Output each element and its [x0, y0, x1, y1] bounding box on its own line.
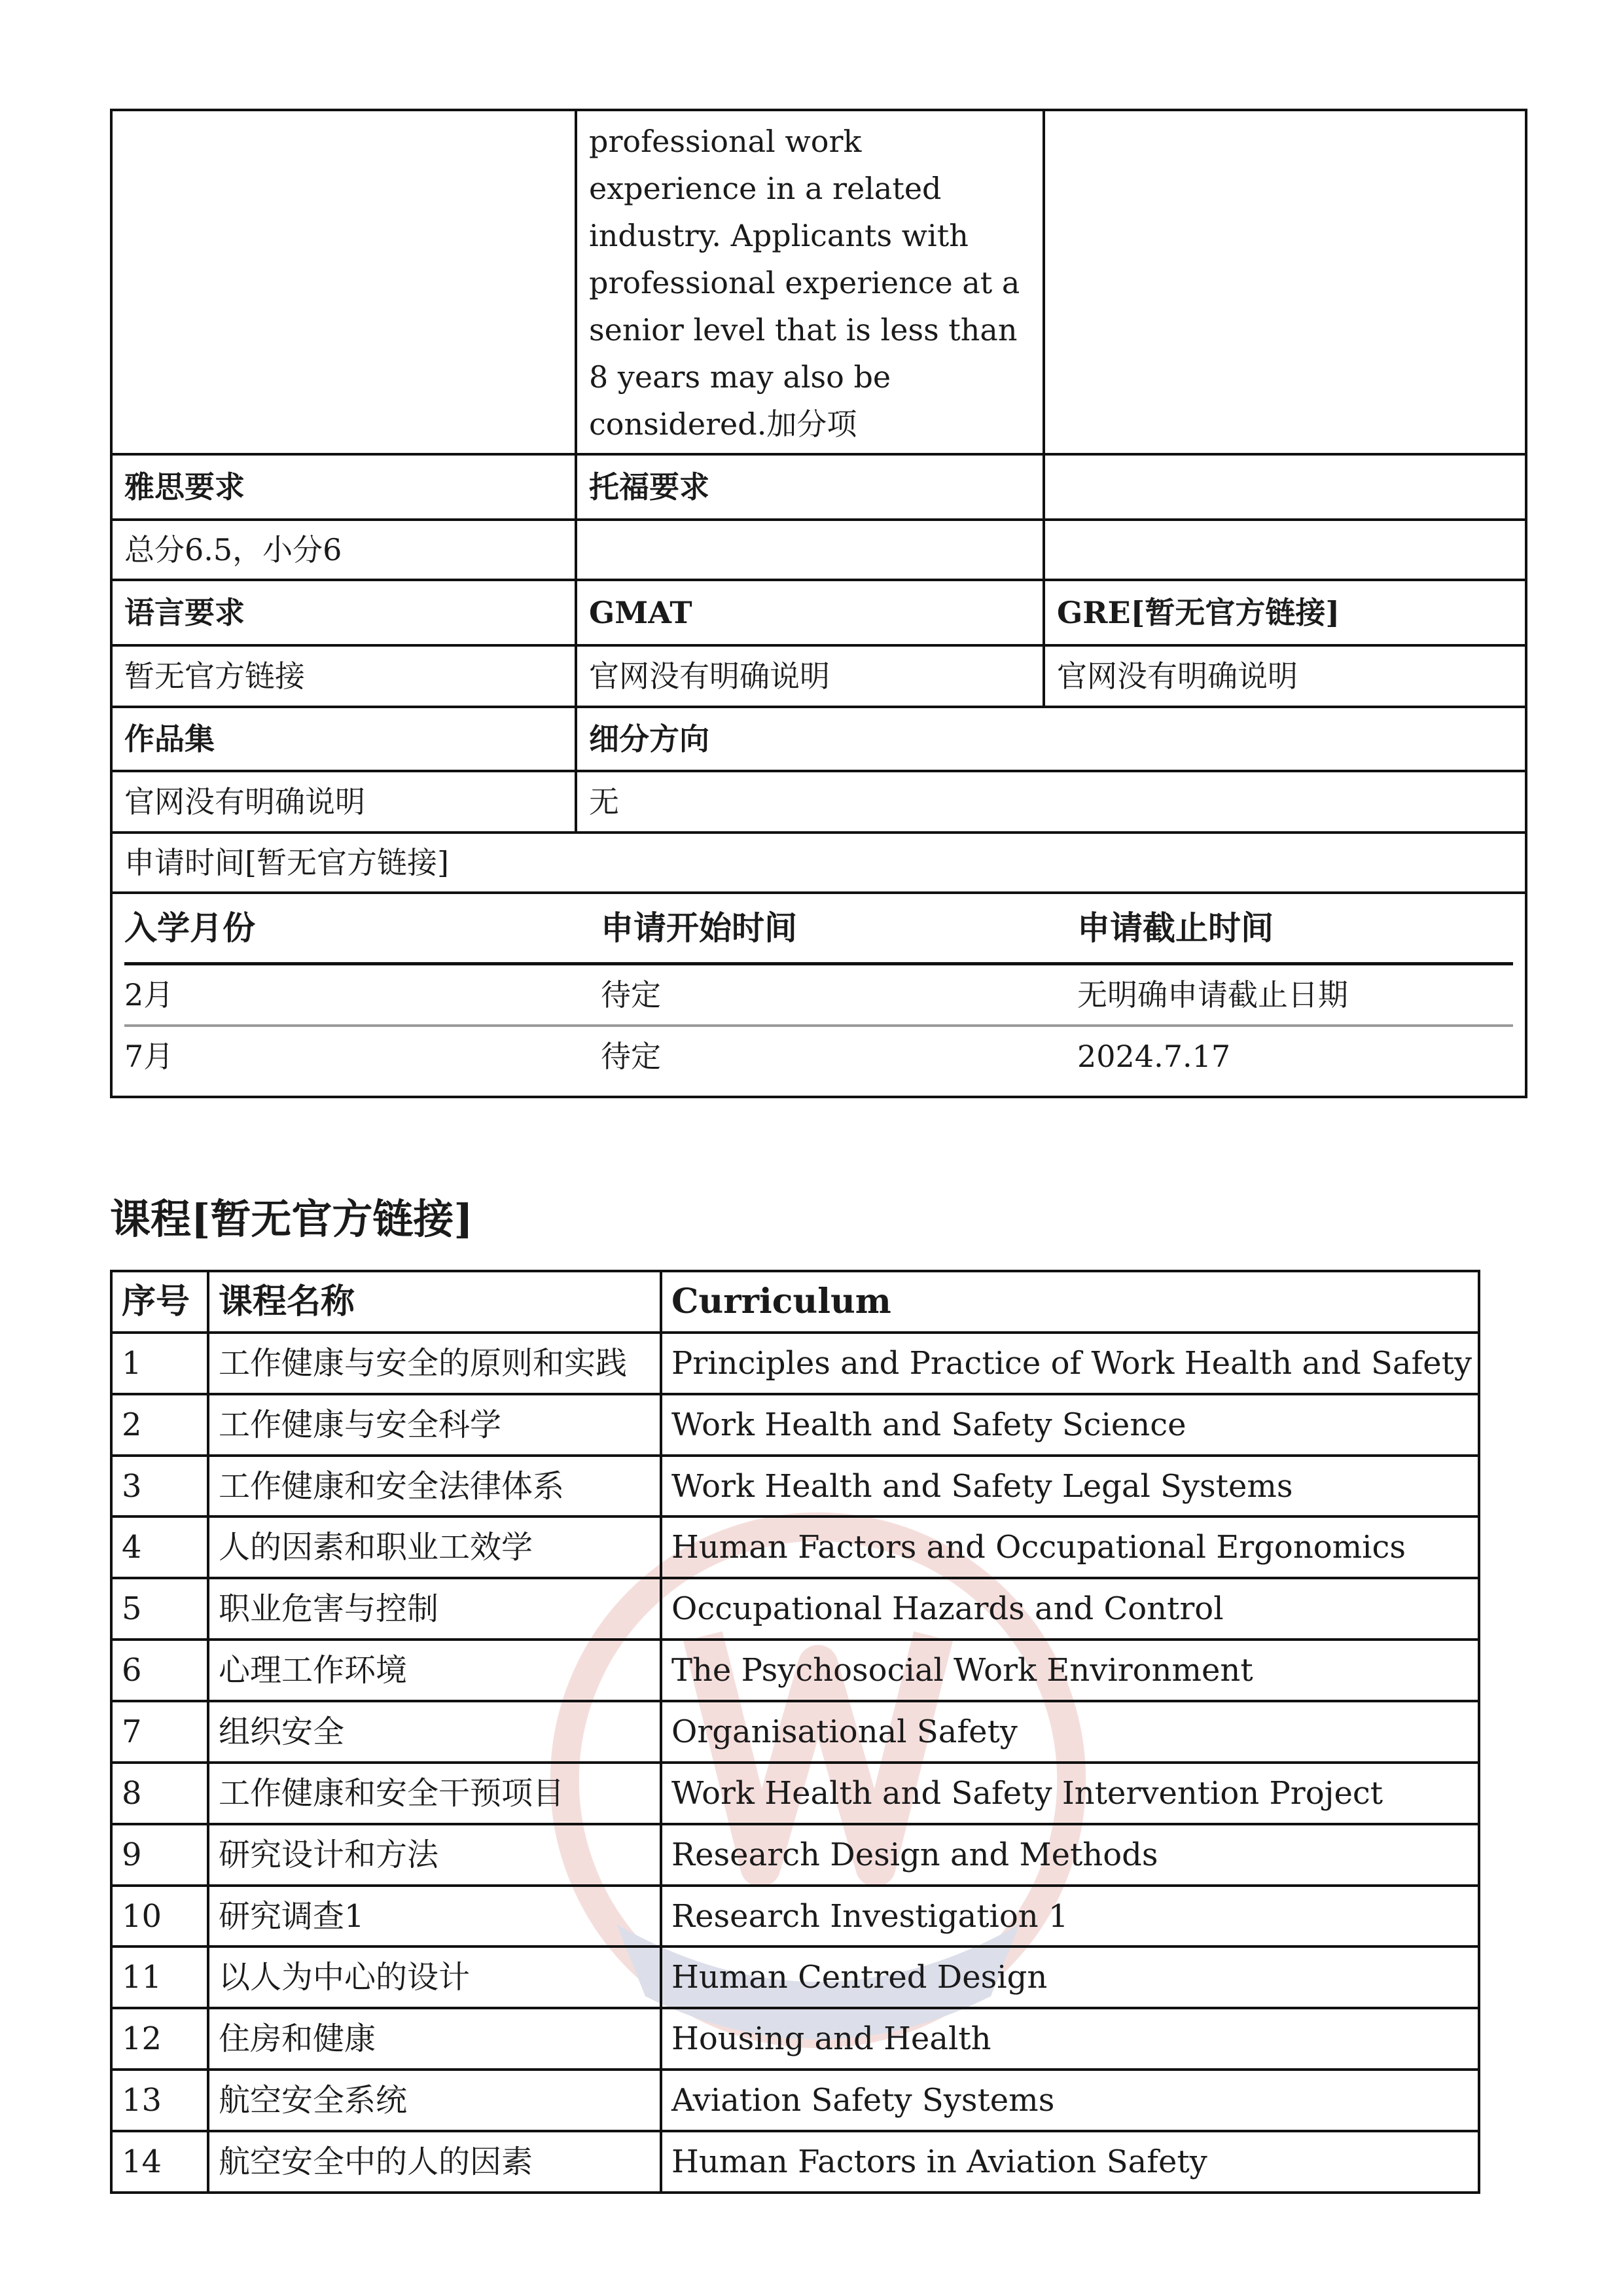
deadline-header: 申请截止时间 [1077, 894, 1513, 964]
course-name-en: Human Factors in Aviation Safety [661, 2131, 1479, 2193]
portfolio-label: 作品集 [111, 707, 576, 771]
course-index: 13 [111, 2070, 208, 2131]
course-name-cn: 工作健康与安全科学 [208, 1394, 661, 1456]
course-name-cn: 住房和健康 [208, 2008, 661, 2070]
intake-month: 2月 [124, 964, 601, 1026]
course-name-en: Organisational Safety [661, 1701, 1479, 1763]
language-value: 暂无官方链接 [111, 645, 576, 707]
application-time-cell [111, 833, 1526, 1097]
ielts-label: 雅思要求 [111, 454, 576, 520]
course-name-cn: 航空安全系统 [208, 2070, 661, 2131]
course-name-en: Aviation Safety Systems [661, 2070, 1479, 2131]
dates-row [124, 1026, 1513, 1086]
experience-text: professional work experience in a related industry. Applicants with professional experience at a senior level that is less than 8 years may also be considered.加分项 [576, 110, 1044, 454]
table-row [111, 1946, 1479, 2008]
dates-header-row [124, 894, 1513, 964]
course-name-en: Research Design and Methods [661, 1824, 1479, 1886]
start-time: 待定 [601, 1039, 661, 1074]
course-name-en: Human Factors and Occupational Ergonomics [661, 1516, 1479, 1578]
table-row [111, 1394, 1479, 1456]
test-value-row [111, 520, 1526, 580]
course-name-cn: 工作健康和安全干预项目 [208, 1763, 661, 1824]
gmat-value: 官网没有明确说明 [576, 645, 1044, 707]
curriculum-table [110, 1270, 1480, 2194]
application-dates-table [124, 894, 1513, 1086]
experience-row [111, 110, 1526, 454]
course-index: 10 [111, 1886, 208, 1947]
course-index: 7 [111, 1701, 208, 1763]
course-index: 3 [111, 1456, 208, 1517]
deadline: 2024.7.17 [1077, 1039, 1231, 1074]
gre-label: GRE[暂无官方链接] [1044, 580, 1526, 645]
curriculum-title: 课程[暂无官方链接] [110, 1195, 473, 1243]
table-row [111, 1640, 1479, 1701]
course-name-cn: 心理工作环境 [208, 1640, 661, 1701]
course-index: 4 [111, 1516, 208, 1578]
table-row [111, 1763, 1479, 1824]
course-name-cn: 研究设计和方法 [208, 1824, 661, 1886]
course-name-en: Work Health and Safety Intervention Project [661, 1763, 1479, 1824]
language-value-row [111, 645, 1526, 707]
table-row [111, 1456, 1479, 1517]
curriculum-header-row [111, 1271, 1479, 1333]
table-row [111, 1886, 1479, 1947]
course-index: 11 [111, 1946, 208, 2008]
course-name-en: The Psychosocial Work Environment [661, 1640, 1479, 1701]
curriculum-header: Curriculum [661, 1271, 1479, 1333]
table-row [111, 1701, 1479, 1763]
table-row [111, 1516, 1479, 1578]
course-index: 6 [111, 1640, 208, 1701]
course-name-cn: 工作健康和安全法律体系 [208, 1456, 661, 1517]
empty-cell [1044, 520, 1526, 580]
empty-cell [111, 110, 576, 454]
empty-cell [576, 520, 1044, 580]
course-index: 5 [111, 1578, 208, 1640]
portfolio-value: 官网没有明确说明 [111, 771, 576, 833]
course-name-en: Principles and Practice of Work Health and Safety [661, 1333, 1479, 1394]
requirements-table [110, 109, 1527, 1098]
dates-row [124, 964, 1513, 1026]
course-name-en: Human Centred Design [661, 1946, 1479, 2008]
application-time-row [111, 833, 1526, 1097]
direction-value: 无 [576, 771, 1526, 833]
empty-cell [1044, 454, 1526, 520]
table-row [111, 1578, 1479, 1640]
index-header: 序号 [111, 1271, 208, 1333]
course-index: 8 [111, 1763, 208, 1824]
course-name-cn: 职业危害与控制 [208, 1578, 661, 1640]
direction-label: 细分方向 [576, 707, 1526, 771]
language-label: 语言要求 [111, 580, 576, 645]
start-time: 待定 [601, 964, 1077, 1026]
course-name-header: 课程名称 [208, 1271, 661, 1333]
course-name-cn: 以人为中心的设计 [208, 1946, 661, 2008]
gmat-label: GMAT [576, 580, 1044, 645]
course-name-en: Housing and Health [661, 2008, 1479, 2070]
course-name-cn: 研究调查1 [208, 1886, 661, 1947]
course-name-en: Occupational Hazards and Control [661, 1578, 1479, 1640]
intake-month-header: 入学月份 [124, 894, 601, 964]
course-index: 12 [111, 2008, 208, 2070]
deadline: 无明确申请截止日期 [1077, 964, 1513, 1026]
test-label-row [111, 454, 1526, 520]
portfolio-label-row [111, 707, 1526, 771]
start-time-header: 申请开始时间 [601, 894, 1077, 964]
intake-month: 7月 [124, 1039, 174, 1074]
ielts-value: 总分6.5，小分6 [111, 520, 576, 580]
course-index: 1 [111, 1333, 208, 1394]
course-name-en: Work Health and Safety Legal Systems [661, 1456, 1479, 1517]
course-name-cn: 工作健康与安全的原则和实践 [208, 1333, 661, 1394]
table-row [111, 2131, 1479, 2193]
course-name-cn: 航空安全中的人的因素 [208, 2131, 661, 2193]
table-row [111, 1333, 1479, 1394]
gre-value: 官网没有明确说明 [1044, 645, 1526, 707]
application-time-title: 申请时间[暂无官方链接] [124, 845, 449, 880]
empty-cell [1044, 110, 1526, 454]
course-index: 14 [111, 2131, 208, 2193]
course-index: 2 [111, 1394, 208, 1456]
toefl-label: 托福要求 [576, 454, 1044, 520]
table-row [111, 1824, 1479, 1886]
course-index: 9 [111, 1824, 208, 1886]
language-label-row [111, 580, 1526, 645]
course-name-cn: 组织安全 [208, 1701, 661, 1763]
table-row [111, 2070, 1479, 2131]
course-name-cn: 人的因素和职业工效学 [208, 1516, 661, 1578]
table-row [111, 2008, 1479, 2070]
course-name-en: Research Investigation 1 [661, 1886, 1479, 1947]
portfolio-value-row [111, 771, 1526, 833]
course-name-en: Work Health and Safety Science [661, 1394, 1479, 1456]
